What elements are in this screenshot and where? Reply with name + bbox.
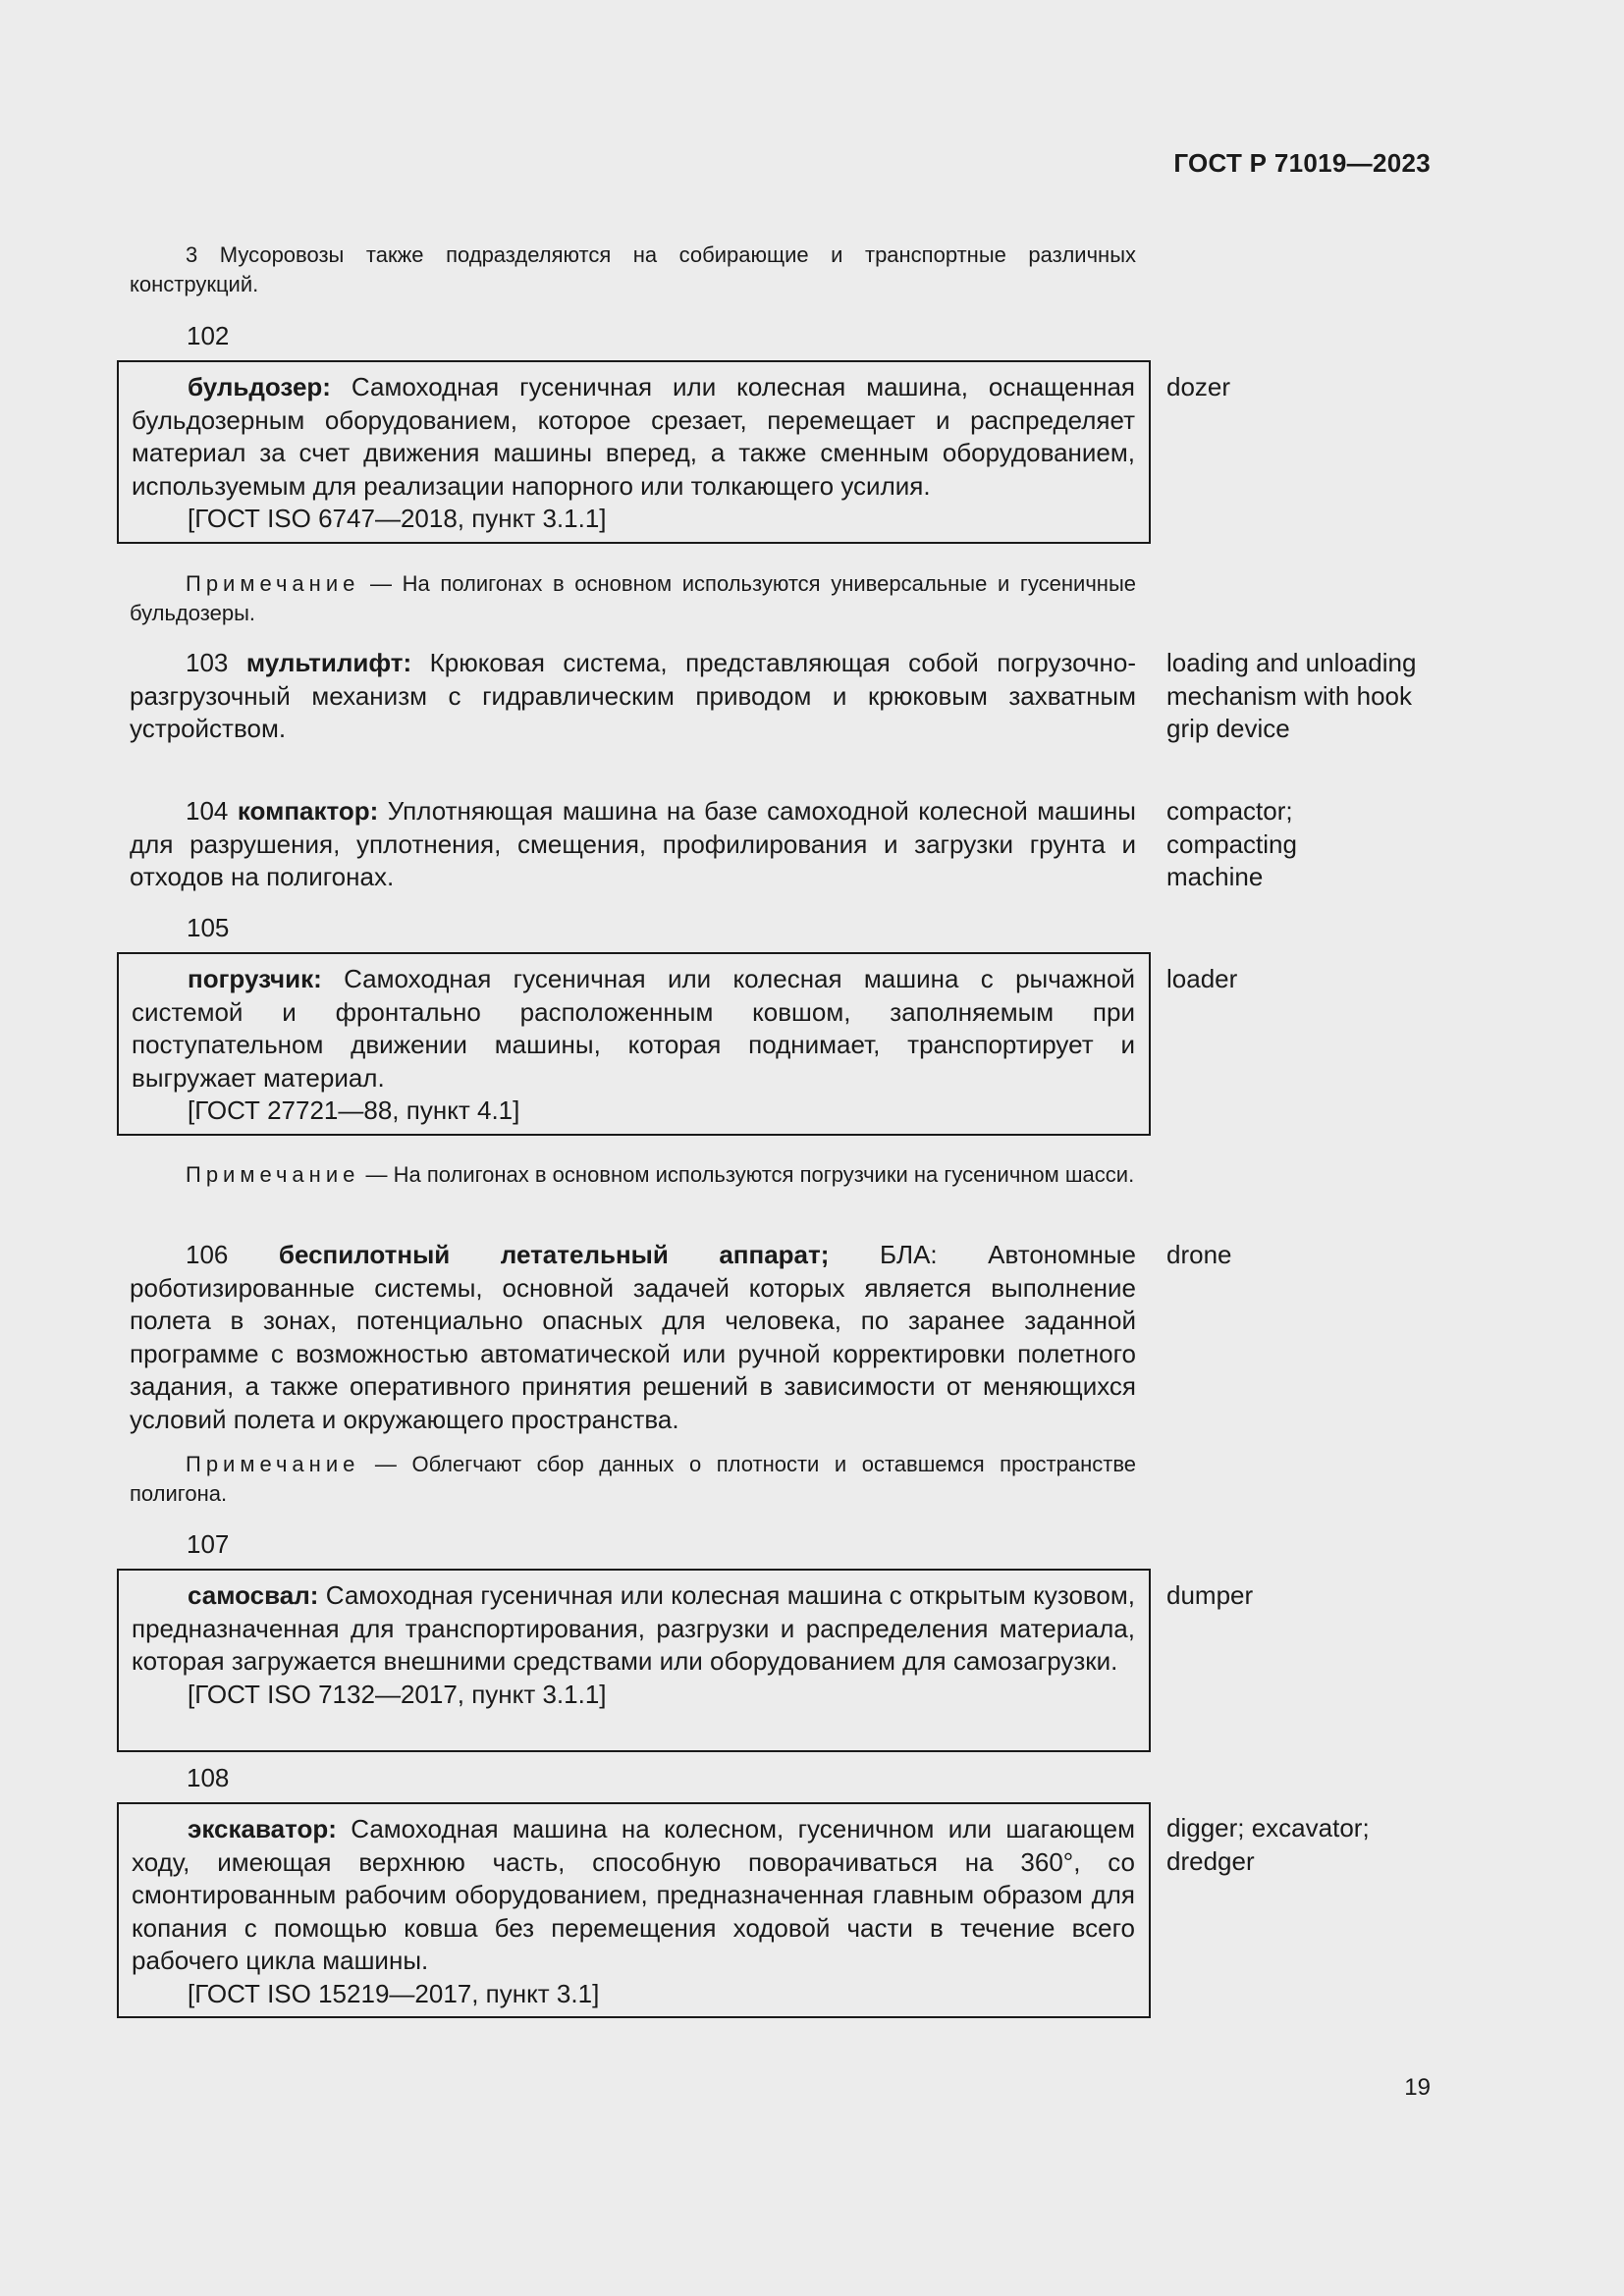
term-104-definition: Уплотняющая машина на базе самоходной колесной машины для разрушения, уплотнения, смещения, профилирования и загрузки грунта и отходов на полигонах. (130, 796, 1136, 891)
page-number: 19 (1404, 2074, 1431, 2101)
term-102-source: [ГОСТ ISO 6747—2018, пункт 3.1.1] (188, 504, 607, 533)
term-107-en: dumper (1166, 1580, 1254, 1610)
term-105-text (132, 963, 1135, 1095)
term-104-number: 104 (186, 796, 229, 826)
term-108-definition: Самоходная машина на колесном, гусеничном или шагающем ходу, имеющая верхнюю часть, способную поворачиваться на 360°, со смонтированным рабочим оборудованием, предназначенная главным образом для копания с помощью ковша без перемещения ходовой части в течение всего рабочего цикла машины. (132, 1814, 1135, 1975)
term-108-term: экскаватор: (188, 1814, 337, 1843)
term-103-term: мультилифт: (245, 648, 412, 677)
note-106-label: Примечание (186, 1452, 360, 1476)
term-106-number: 106 (186, 1240, 229, 1269)
term-105-en: loader (1166, 964, 1238, 993)
note-106 (130, 1450, 1136, 1509)
term-105-definition: Самоходная гусеничная или колесная машина с рычажной системой и фронтально расположенным ковшом, заполняемым при поступательном движении машины, которая поднимает, транспортирует и выгружает материал. (132, 964, 1135, 1093)
note-102 (130, 569, 1136, 628)
term-105-box (117, 952, 1151, 1136)
term-108-text (132, 1813, 1135, 1978)
note-top (130, 240, 1136, 299)
term-102-number: 102 (187, 321, 230, 350)
term-107-term: самосвал: (188, 1580, 319, 1610)
term-107-number: 107 (187, 1529, 230, 1559)
note-102-text: — На полигонах в основном используются универсальные и гусеничные бульдозеры. (130, 571, 1136, 625)
term-105-source: [ГОСТ 27721—88, пункт 4.1] (188, 1095, 520, 1125)
term-107-definition: Самоходная гусеничная или колесная машина с открытым кузовом, предназначенная для транспортирования, разгрузки и распределения материала, которая загружается внешними средствами или оборудованием для самозагрузки. (132, 1580, 1135, 1676)
term-103-en: loading and unloading mechanism with hook grip device (1166, 648, 1417, 743)
term-106 (130, 1239, 1136, 1436)
term-107-box (117, 1569, 1151, 1752)
term-106-en: drone (1166, 1240, 1232, 1269)
term-108-number: 108 (187, 1763, 230, 1792)
note-102-label: Примечание (186, 571, 360, 596)
term-102-term: бульдозер: (188, 372, 331, 401)
note-top-text: 3 Мусоровозы также подразделяются на собирающие и транспортные различных конструкций. (130, 242, 1136, 296)
term-108-en: digger; excavator; dredger (1166, 1813, 1370, 1876)
term-105-term: погрузчик: (188, 964, 322, 993)
term-102-definition: Самоходная гусеничная или колесная машина, оснащенная бульдозерным оборудованием, которое срезает, перемещает и распределяет материал за счет движения машины вперед, а также сменным оборудованием, используемым для реализации напорного или толкающего усилия. (132, 372, 1135, 501)
note-105-label: Примечание (186, 1162, 360, 1187)
term-102-text (132, 371, 1135, 503)
term-105-number: 105 (187, 913, 230, 942)
term-104 (130, 795, 1136, 894)
term-104-en: compactor; compacting machine (1166, 796, 1297, 891)
term-107-text (132, 1579, 1135, 1679)
term-103-definition: Крюковая система, представляющая собой погрузочно-разгрузочный механизм с гидравлическим приводом и крюковым захватным устройством. (130, 648, 1136, 743)
term-102-en: dozer (1166, 372, 1231, 401)
term-108-box (117, 1802, 1151, 2018)
document-header: ГОСТ Р 71019—2023 (1173, 148, 1431, 178)
term-102-box (117, 360, 1151, 544)
term-103 (130, 647, 1136, 746)
term-106-term: беспилотный летательный аппарат; (278, 1240, 830, 1269)
note-105-text: — На полигонах в основном используются погрузчики на гусеничном шасси. (365, 1162, 1135, 1187)
note-105 (130, 1160, 1136, 1190)
note-106-text: — Облегчают сбор данных о плотности и оставшемся пространстве полигона. (130, 1452, 1136, 1506)
term-108-source: [ГОСТ ISO 15219—2017, пункт 3.1] (188, 1978, 600, 2008)
term-106-definition: БЛА: Автономные роботизированные системы, основной задачей которых является выполнение полета в зонах, потенциально опасных для человека, по заранее заданной программе с возможностью автоматической или ручной корректировки полетного задания, а также оперативного принятия решений в зависимости от меняющихся условий полета и окружающего пространства. (130, 1240, 1136, 1434)
term-104-term: компактор: (237, 796, 379, 826)
term-103-number: 103 (186, 648, 229, 677)
term-107-source: [ГОСТ ISO 7132—2017, пункт 3.1.1] (188, 1679, 607, 1709)
